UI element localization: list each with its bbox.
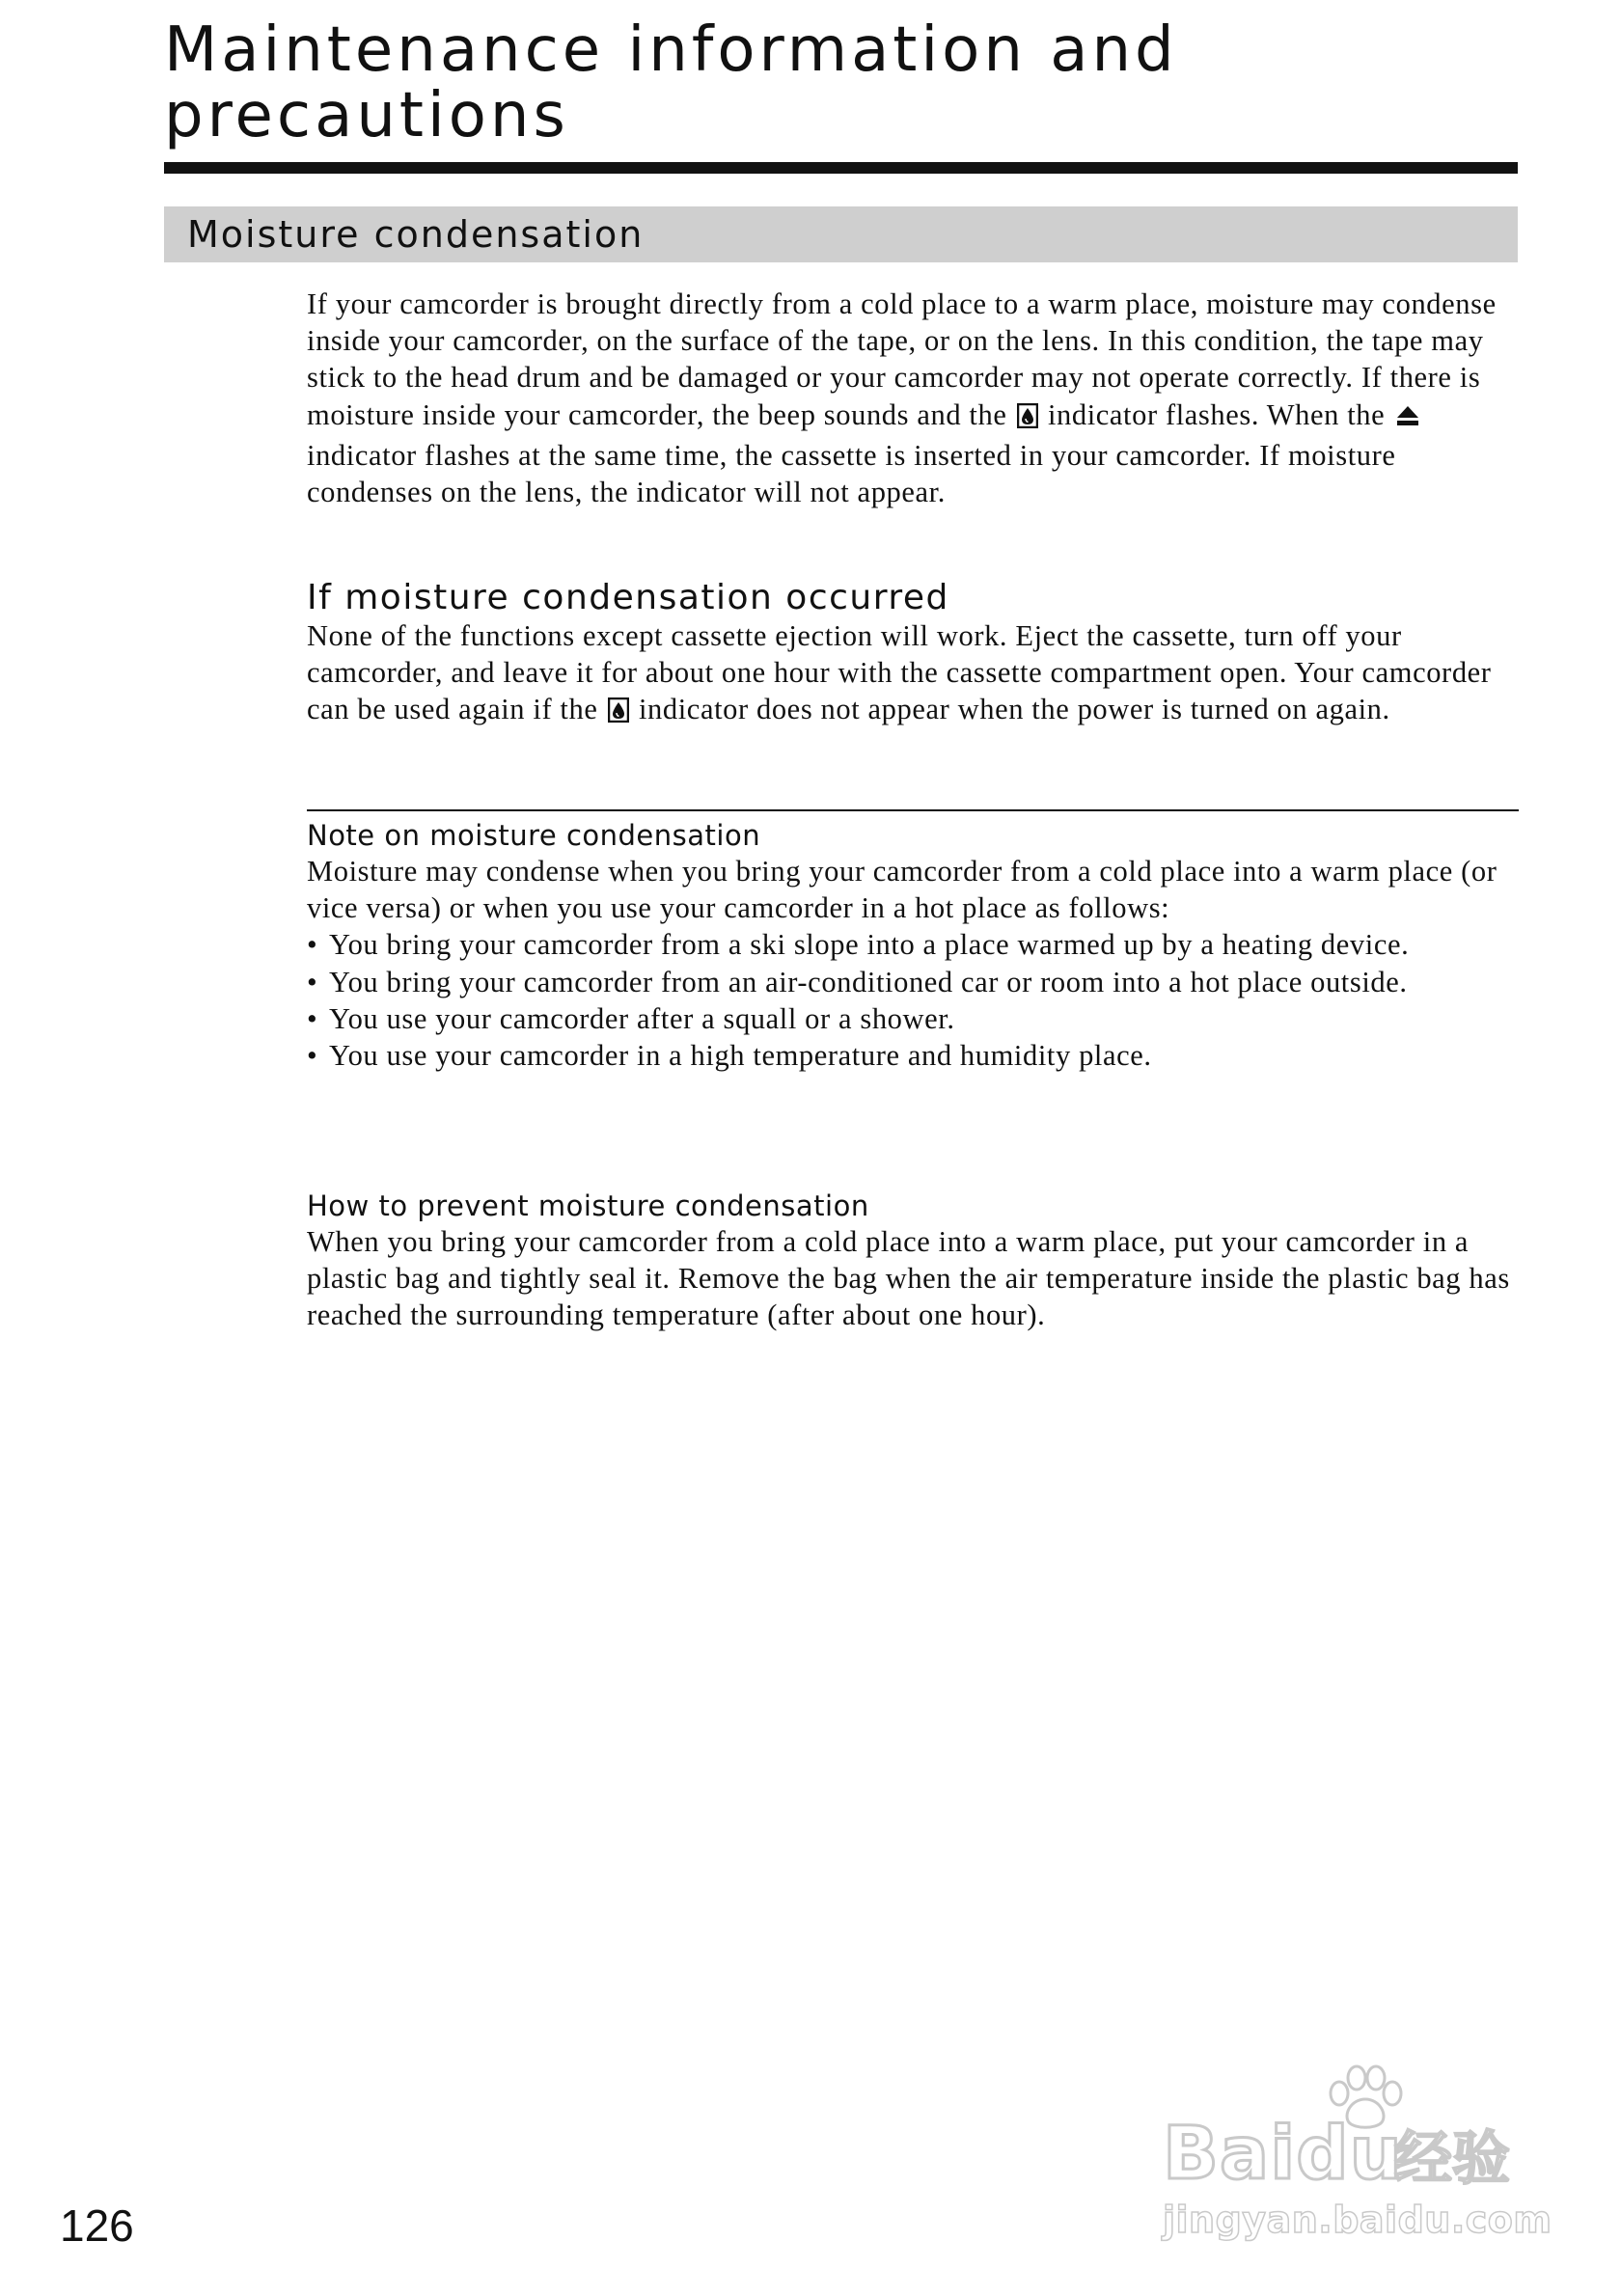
- section-heading: Moisture condensation: [187, 213, 645, 256]
- prevent-heading: How to prevent moisture condensation: [307, 1189, 869, 1222]
- watermark-chinese: 经验: [1394, 2125, 1510, 2193]
- bullet-marker: •: [307, 1001, 318, 1035]
- bullet-marker: •: [307, 1039, 318, 1073]
- note-heading: Note on moisture condensation: [307, 819, 761, 852]
- page-title: Maintenance information and precautions: [164, 14, 1178, 151]
- moisture-drop-icon: [1017, 400, 1038, 437]
- page-number: 126: [60, 2200, 134, 2251]
- occurred-text-1: None of the functions except cassette ejection will work. Eject the cassette, turn off your camcorder, and leave it for about one hour with the cassette compartment open. Your camcorder can be used again if the: [307, 619, 1492, 726]
- occurred-heading: If moisture condensation occurred: [307, 578, 949, 617]
- baidu-watermark: [1153, 2064, 1552, 2257]
- list-item: • You use your camcorder after a squall or a shower.: [307, 1000, 1519, 1037]
- title-rule: [164, 162, 1518, 174]
- intro-block: [307, 286, 1519, 510]
- bullet-marker: •: [307, 928, 318, 962]
- intro-text-2: indicator flashes. When the: [1047, 397, 1386, 431]
- watermark-url: jingyan.baidu.com: [1163, 2199, 1552, 2241]
- intro-text-3: indicator flashes at the same time, the cassette is inserted in your camcorder. If moisture condenses on the lens, the indicator will not appear.: [307, 438, 1396, 509]
- eject-icon: [1395, 400, 1420, 437]
- occurred-block: [307, 579, 1519, 732]
- note-divider: [307, 809, 1519, 811]
- moisture-drop-icon: [608, 695, 629, 731]
- note-bullet-list: [307, 926, 1519, 1074]
- note-block: [307, 818, 1519, 1074]
- bullet-marker: •: [307, 965, 318, 998]
- prevent-paragraph: When you bring your camcorder from a cold place into a warm place, put your camcorder in a plastic bag and tightly seal it. Remove the bag when the air temperature inside the plastic bag has reached the surrounding temperature (after about one hour).: [307, 1225, 1510, 1332]
- section-heading-band: [164, 206, 1518, 262]
- watermark-brand: Baidu: [1163, 2110, 1403, 2196]
- list-item: • You bring your camcorder from a ski slope into a place warmed up by a heating device.: [307, 926, 1519, 963]
- intro-text-1: If your camcorder is brought directly from a cold place to a warm place, moisture may condense inside your camcorder, on the surface of the tape, or on the lens. In this condition, the tape may stick to the head drum and be damaged or your camcorder may not operate correctly. If there is moisture inside your camcorder, the beep sounds and the: [307, 287, 1497, 431]
- list-item: • You bring your camcorder from an air-conditioned car or room into a hot place outside.: [307, 964, 1519, 1000]
- prevent-block: [307, 1189, 1519, 1334]
- intro-paragraph: [307, 286, 1519, 510]
- list-item: • You use your camcorder in a high temperature and humidity place.: [307, 1037, 1519, 1074]
- occurred-text-2: indicator does not appear when the power is turned on again.: [638, 693, 1390, 726]
- occurred-paragraph: [307, 617, 1519, 732]
- note-paragraph: Moisture may condense when you bring your camcorder from a cold place into a warm place (or vice versa) or when you use your camcorder in a hot place as follows:: [307, 855, 1497, 925]
